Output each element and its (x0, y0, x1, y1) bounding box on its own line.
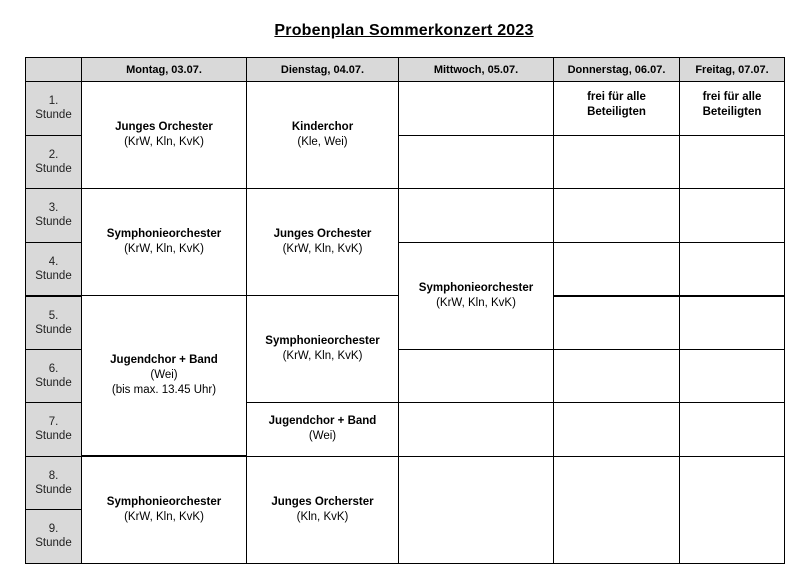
header-wednesday: Mittwoch, 05.07. (399, 58, 554, 82)
monday-slot-3-4 (82, 189, 247, 296)
hour-5-label: 5. Stunde (26, 296, 82, 350)
event-name: Symphonieorchester (265, 335, 380, 347)
wednesday-slot-4-5 (399, 242, 554, 349)
header-thursday: Donnerstag, 06.07. (554, 58, 680, 82)
hour-6-label: 6. Stunde (26, 349, 82, 403)
friday-slot-5 (680, 296, 785, 350)
event-name: Junges Orcherster (271, 495, 374, 508)
hour-9-label: 9. Stunde (26, 510, 82, 564)
tuesday-slot-7 (247, 403, 399, 457)
hour-7-label: 7. Stunde (26, 403, 82, 457)
page-title: Probenplan Sommerkonzert 2023 (274, 22, 534, 39)
row-hour-8 (26, 456, 785, 510)
hour-3-label: 3. Stunde (26, 189, 82, 243)
tuesday-slot-3-4 (247, 189, 399, 296)
wednesday-slot-2 (399, 135, 554, 189)
row-hour-3 (26, 189, 785, 243)
header-friday: Freitag, 07.07. (680, 58, 785, 82)
thursday-slot-5 (554, 296, 680, 350)
event-name: Symphonieorchester (418, 281, 534, 294)
hour-2-label: 2. Stunde (26, 135, 82, 189)
event-name: Junges Orchester (273, 228, 372, 240)
event-name: Jugendchor + Band (110, 354, 218, 366)
wednesday-slot-3 (399, 189, 554, 243)
monday-slot-1-2 (82, 82, 247, 189)
friday-slot-1: frei für alle Beteiligten (680, 82, 785, 136)
friday-slot-3 (680, 189, 785, 243)
wednesday-slot-6 (399, 349, 554, 403)
event-name: Symphonieorchester (106, 228, 222, 240)
event-note: (bis max. 13.45 Uhr) (111, 384, 217, 396)
thursday-slot-3 (554, 189, 680, 243)
tuesday-slot-8-9 (247, 456, 399, 563)
thursday-slot-1: frei für alle Beteiligten (554, 82, 680, 136)
friday-slot-2 (680, 135, 785, 189)
header-corner (26, 58, 82, 82)
thursday-slot-6 (554, 349, 680, 403)
event-members: (Wei) (150, 369, 178, 381)
hour-4-label: 4. Stunde (26, 242, 82, 296)
event-members: (Kln, KvK) (296, 510, 349, 523)
event-members: (Wei) (308, 430, 337, 443)
friday-slot-8-9 (680, 456, 785, 563)
event-members: (KrW, Kln, KvK) (282, 350, 363, 362)
friday-slot-4 (680, 242, 785, 296)
hour-8-label: 8. Stunde (26, 456, 82, 510)
wednesday-slot-1 (399, 82, 554, 136)
header-tuesday: Dienstag, 04.07. (247, 58, 399, 82)
wednesday-slot-8-9 (399, 456, 554, 563)
event-members: (KrW, Kln, KvK) (282, 243, 363, 255)
wednesday-slot-7 (399, 403, 554, 457)
hour-1-label: 1. Stunde (26, 82, 82, 136)
event-name: Kinderchor (291, 121, 354, 133)
event-members: (KrW, Kln, KvK) (124, 136, 204, 148)
friday-slot-7 (680, 403, 785, 457)
event-name: Junges Orchester (115, 121, 213, 133)
monday-slot-8-9 (82, 456, 247, 563)
event-members: (KrW, Kln, KvK) (436, 296, 516, 309)
event-members: (KrW, Kln, KvK) (124, 510, 204, 523)
thursday-slot-7 (554, 403, 680, 457)
friday-slot-6 (680, 349, 785, 403)
thursday-slot-2 (554, 135, 680, 189)
tuesday-slot-1-2 (247, 82, 399, 189)
thursday-slot-8-9 (554, 456, 680, 563)
row-hour-1 (26, 82, 785, 136)
event-name: Jugendchor + Band (268, 415, 377, 428)
monday-slot-5-7 (82, 296, 247, 457)
thursday-slot-4 (554, 242, 680, 296)
event-members: (KrW, Kln, KvK) (124, 243, 204, 255)
tuesday-slot-5-6 (247, 296, 399, 403)
rehearsal-schedule-table (25, 57, 785, 564)
event-members: (Kle, Wei) (297, 136, 348, 148)
header-row (26, 58, 785, 82)
header-monday: Montag, 03.07. (82, 58, 247, 82)
event-name: Symphonieorchester (106, 495, 222, 508)
